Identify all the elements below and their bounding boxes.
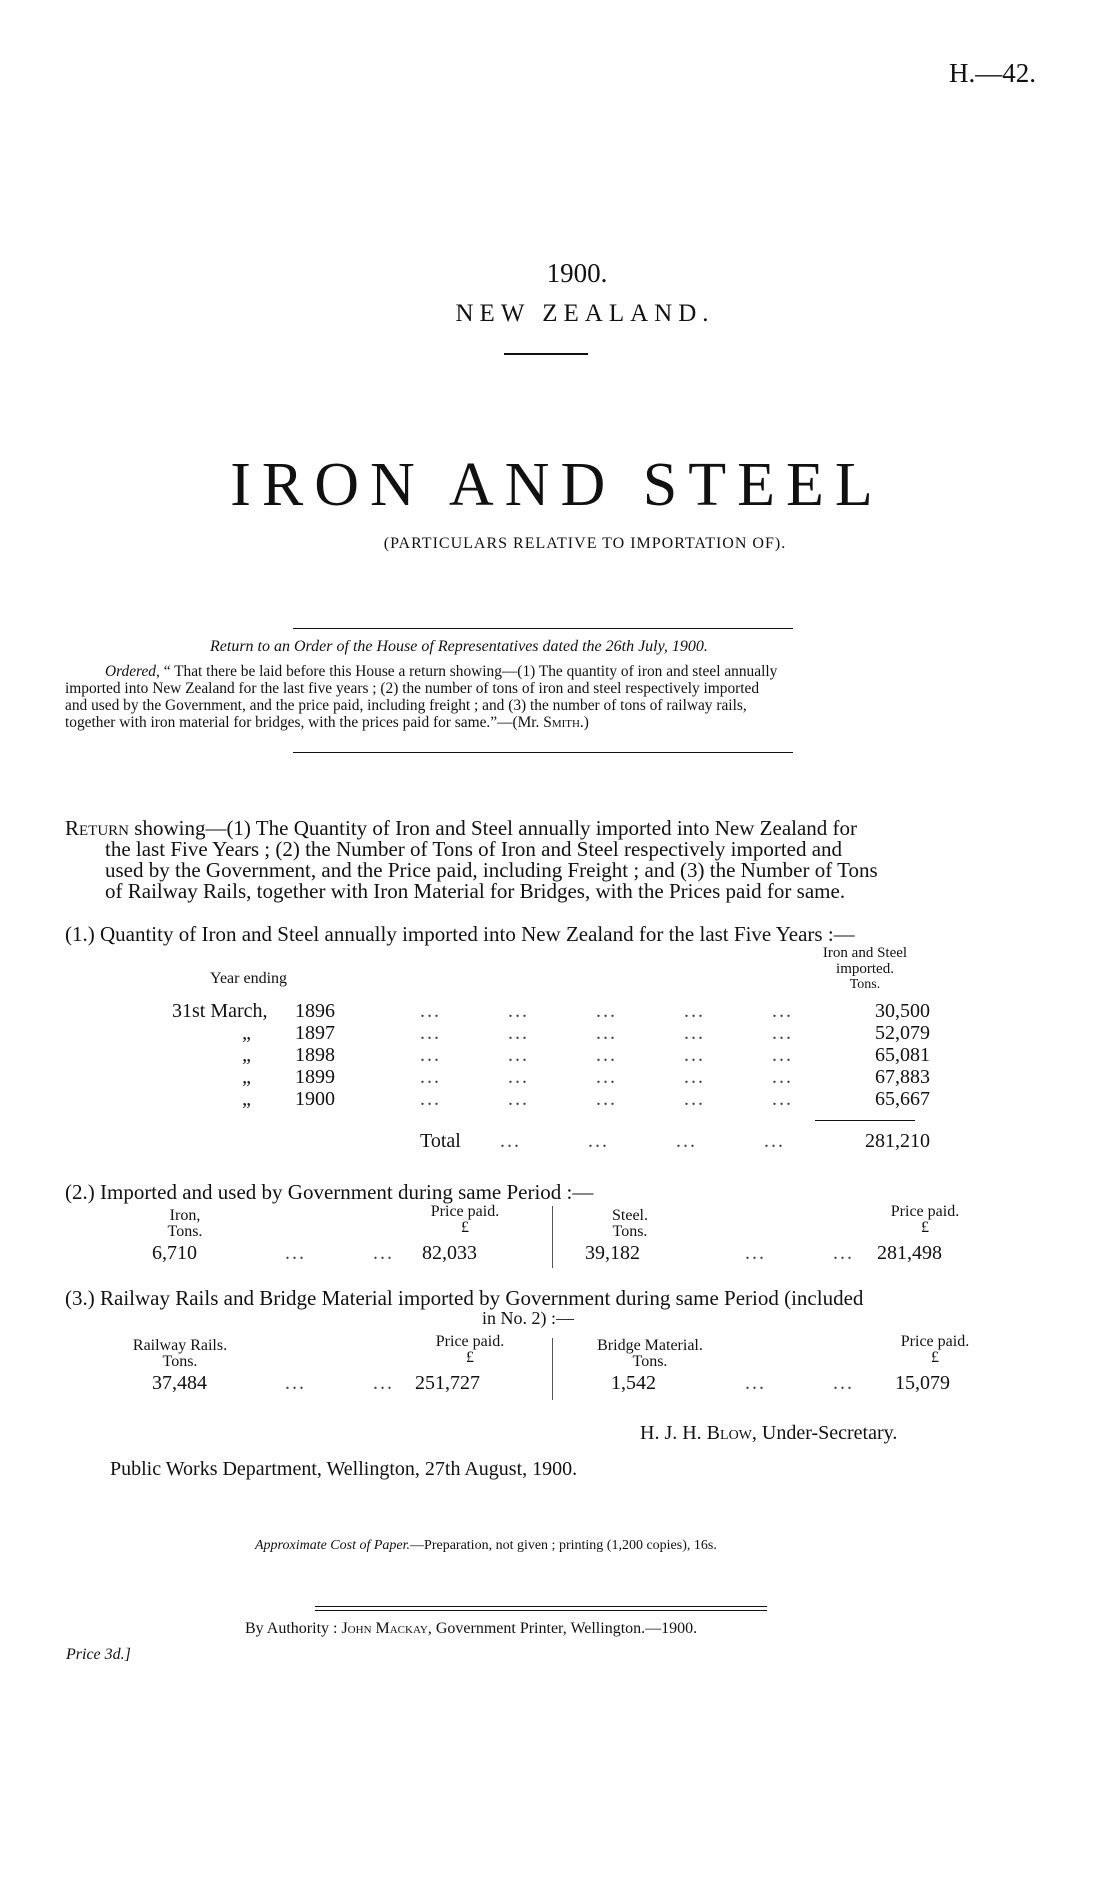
order-line-1: “ That there be laid before this House a return showing—(1) The quantity of iron and steel annually <box>163 663 778 680</box>
total-dots-3: ... <box>676 1130 697 1152</box>
bridge-unit: Tons. <box>632 1353 668 1370</box>
row-tons: 65,081 <box>875 1044 930 1066</box>
return-line-2: the last Five Years ; (2) the Number of Tons of Iron and Steel respectively imported and <box>105 837 843 861</box>
imprint-rule-top <box>315 1606 767 1607</box>
row-tons: 65,667 <box>875 1088 930 1110</box>
imprint <box>245 1620 697 1638</box>
document-code: H.—42. <box>949 58 1036 88</box>
dots-4: ... <box>684 1022 705 1044</box>
document-subtitle: (PARTICULARS RELATIVE TO IMPORTATION OF). <box>383 535 787 552</box>
imprint-lead: By Authority : <box>245 1620 342 1637</box>
steel-unit: Tons. <box>612 1223 648 1240</box>
return-paragraph <box>65 818 1030 902</box>
bridge-dots-1: ... <box>745 1372 766 1394</box>
dots-3: ... <box>596 1066 617 1088</box>
iron-value: 6,710 <box>152 1242 197 1264</box>
col-value-line-2: imported. <box>836 961 894 977</box>
iron-unit: Tons. <box>167 1223 203 1240</box>
dots-1: ... <box>420 1022 441 1044</box>
table-row <box>170 1000 930 1022</box>
iron-price-value: 82,033 <box>422 1242 477 1264</box>
section-2-divider <box>552 1206 553 1268</box>
row-label: „ <box>242 1022 254 1044</box>
row-tons: 52,079 <box>875 1022 930 1044</box>
bridge-price-column <box>875 1334 995 1366</box>
col-value-line-1: Iron and Steel <box>822 945 908 961</box>
dots-1: ... <box>420 1000 441 1022</box>
row-year: 1897 <box>295 1022 335 1044</box>
order-line-2: imported into New Zealand for the last five years ; (2) the number of tons of iron and steel respectively imported <box>65 680 760 697</box>
steel-price-column <box>865 1204 985 1236</box>
iron-price-column <box>405 1204 525 1236</box>
dots-2: ... <box>508 1088 529 1110</box>
total-label: Total <box>420 1130 461 1152</box>
rails-value: 37,484 <box>152 1372 207 1394</box>
dots-2: ... <box>508 1022 529 1044</box>
bridge-label: Bridge Material. <box>597 1337 703 1354</box>
col-value-unit: Tons. <box>849 977 881 992</box>
bridge-price-label: Price paid. <box>900 1333 970 1350</box>
return-lead: Return <box>65 816 130 840</box>
dots-4: ... <box>684 1066 705 1088</box>
total-row <box>170 1130 930 1154</box>
dots-5: ... <box>772 1044 793 1066</box>
bridge-value: 1,542 <box>611 1372 656 1394</box>
order-bottom-rule <box>293 752 793 753</box>
place-date: Public Works Department, Wellington, 27th August, 1900. <box>110 1458 578 1480</box>
imprint-printer: John Mackay <box>341 1620 428 1637</box>
dots-5: ... <box>772 1022 793 1044</box>
row-label: „ <box>242 1044 254 1066</box>
dots-3: ... <box>596 1044 617 1066</box>
section-3-block <box>65 1333 1045 1408</box>
signature-title: , Under-Secretary. <box>751 1422 898 1444</box>
return-line-3: used by the Government, and the Price paid, including Freight ; and (3) the Number of Tons <box>105 858 878 882</box>
steel-value: 39,182 <box>585 1242 640 1264</box>
dots-2: ... <box>508 1066 529 1088</box>
dots-3: ... <box>596 1000 617 1022</box>
table-row <box>170 1088 930 1110</box>
document-title: IRON AND STEEL <box>230 451 884 519</box>
dots-3: ... <box>596 1022 617 1044</box>
row-year: 1899 <box>295 1066 335 1088</box>
iron-label: Iron, <box>169 1207 201 1224</box>
row-year: 1898 <box>295 1044 335 1066</box>
return-line-1: showing—(1) The Quantity of Iron and Steel annually imported into New Zealand for <box>129 816 858 840</box>
rails-price-unit: £ <box>466 1349 474 1366</box>
return-line-4: of Railway Rails, together with Iron Material for Bridges, with the Prices paid for same. <box>105 879 846 903</box>
rails-price-column <box>410 1334 530 1366</box>
total-rule <box>815 1120 915 1121</box>
rails-dots-2: ... <box>373 1372 394 1394</box>
imprint-rest: , Government Printer, Wellington.—1900. <box>427 1620 698 1637</box>
row-tons: 67,883 <box>875 1066 930 1088</box>
order-top-rule <box>293 628 793 629</box>
dots-5: ... <box>772 1000 793 1022</box>
signature-surname: Blow <box>706 1422 752 1444</box>
cost-note-label: Approximate Cost of Paper. <box>255 1538 411 1553</box>
total-dots-2: ... <box>588 1130 609 1152</box>
dots-4: ... <box>684 1000 705 1022</box>
section-1-col-value <box>785 945 945 993</box>
iron-dots-1: ... <box>285 1242 306 1264</box>
table-row <box>170 1044 930 1066</box>
imprint-rule-bottom <box>315 1610 767 1611</box>
steel-price-label: Price paid. <box>890 1203 960 1220</box>
table-row <box>170 1022 930 1044</box>
iron-price-label: Price paid. <box>430 1203 500 1220</box>
iron-column <box>145 1208 225 1240</box>
signature <box>640 1422 897 1445</box>
iron-price-unit: £ <box>461 1219 469 1236</box>
row-year: 1896 <box>295 1000 335 1022</box>
country: NEW ZEALAND. <box>455 300 715 327</box>
table-row <box>170 1066 930 1088</box>
iron-dots-2: ... <box>373 1242 394 1264</box>
bridge-price-unit: £ <box>931 1349 939 1366</box>
row-year: 1900 <box>295 1088 335 1110</box>
total-dots-1: ... <box>500 1130 521 1152</box>
dots-3: ... <box>596 1088 617 1110</box>
dots-1: ... <box>420 1088 441 1110</box>
dots-5: ... <box>772 1066 793 1088</box>
dots-1: ... <box>420 1066 441 1088</box>
section-3-divider <box>552 1338 553 1400</box>
bridge-column <box>575 1338 725 1370</box>
rails-label: Railway Rails. <box>132 1337 228 1354</box>
bridge-dots-2: ... <box>833 1372 854 1394</box>
dots-4: ... <box>684 1088 705 1110</box>
steel-dots-1: ... <box>745 1242 766 1264</box>
title-divider <box>504 353 588 355</box>
price: Price 3d.] <box>66 1646 131 1663</box>
section-3-heading-line-2: in No. 2) :— <box>482 1308 574 1328</box>
section-2-heading: (2.) Imported and used by Government during same Period :— <box>65 1180 594 1204</box>
total-value: 281,210 <box>865 1130 930 1152</box>
rails-price-value: 251,727 <box>415 1372 480 1394</box>
dots-2: ... <box>508 1044 529 1066</box>
steel-price-value: 281,498 <box>877 1242 942 1264</box>
rails-dots-1: ... <box>285 1372 306 1394</box>
signature-initials: H. J. H. <box>640 1422 707 1444</box>
steel-column <box>595 1208 665 1240</box>
dots-1: ... <box>420 1044 441 1066</box>
steel-label: Steel. <box>612 1207 648 1224</box>
steel-dots-2: ... <box>833 1242 854 1264</box>
row-label: „ <box>242 1066 254 1088</box>
steel-price-unit: £ <box>921 1219 929 1236</box>
row-label: 31st March, <box>172 1000 268 1022</box>
section-3-heading-line-1: (3.) Railway Rails and Bridge Material imported by Government during same Period (included <box>65 1286 864 1310</box>
section-2-block <box>65 1203 1045 1278</box>
cost-note <box>255 1538 717 1554</box>
rails-column <box>115 1338 245 1370</box>
total-dots-4: ... <box>764 1130 785 1152</box>
row-tons: 30,500 <box>875 1000 930 1022</box>
bridge-price-value: 15,079 <box>895 1372 950 1394</box>
dots-4: ... <box>684 1044 705 1066</box>
row-label: „ <box>242 1088 254 1110</box>
ordered-word: Ordered, <box>105 663 160 680</box>
cost-note-text: —Preparation, not given ; printing (1,200 copies), 16s. <box>410 1538 717 1553</box>
year: 1900. <box>546 258 608 288</box>
dots-2: ... <box>508 1000 529 1022</box>
order-member: Smith.) <box>543 714 589 731</box>
order-heading: Return to an Order of the House of Representatives dated the 26th July, 1900. <box>210 638 708 655</box>
order-line-4: together with iron material for bridges, with the prices paid for same.”—(Mr. <box>65 714 544 731</box>
dots-5: ... <box>772 1088 793 1110</box>
order-line-3: and used by the Government, and the price paid, including freight ; and (3) the number of tons of railway rails, <box>65 697 747 714</box>
section-1-col-year: Year ending <box>210 970 288 987</box>
rails-price-label: Price paid. <box>435 1333 505 1350</box>
order-text <box>65 663 1025 731</box>
rails-unit: Tons. <box>162 1353 198 1370</box>
section-1-heading: (1.) Quantity of Iron and Steel annually imported into New Zealand for the last Five Years :— <box>65 922 855 946</box>
